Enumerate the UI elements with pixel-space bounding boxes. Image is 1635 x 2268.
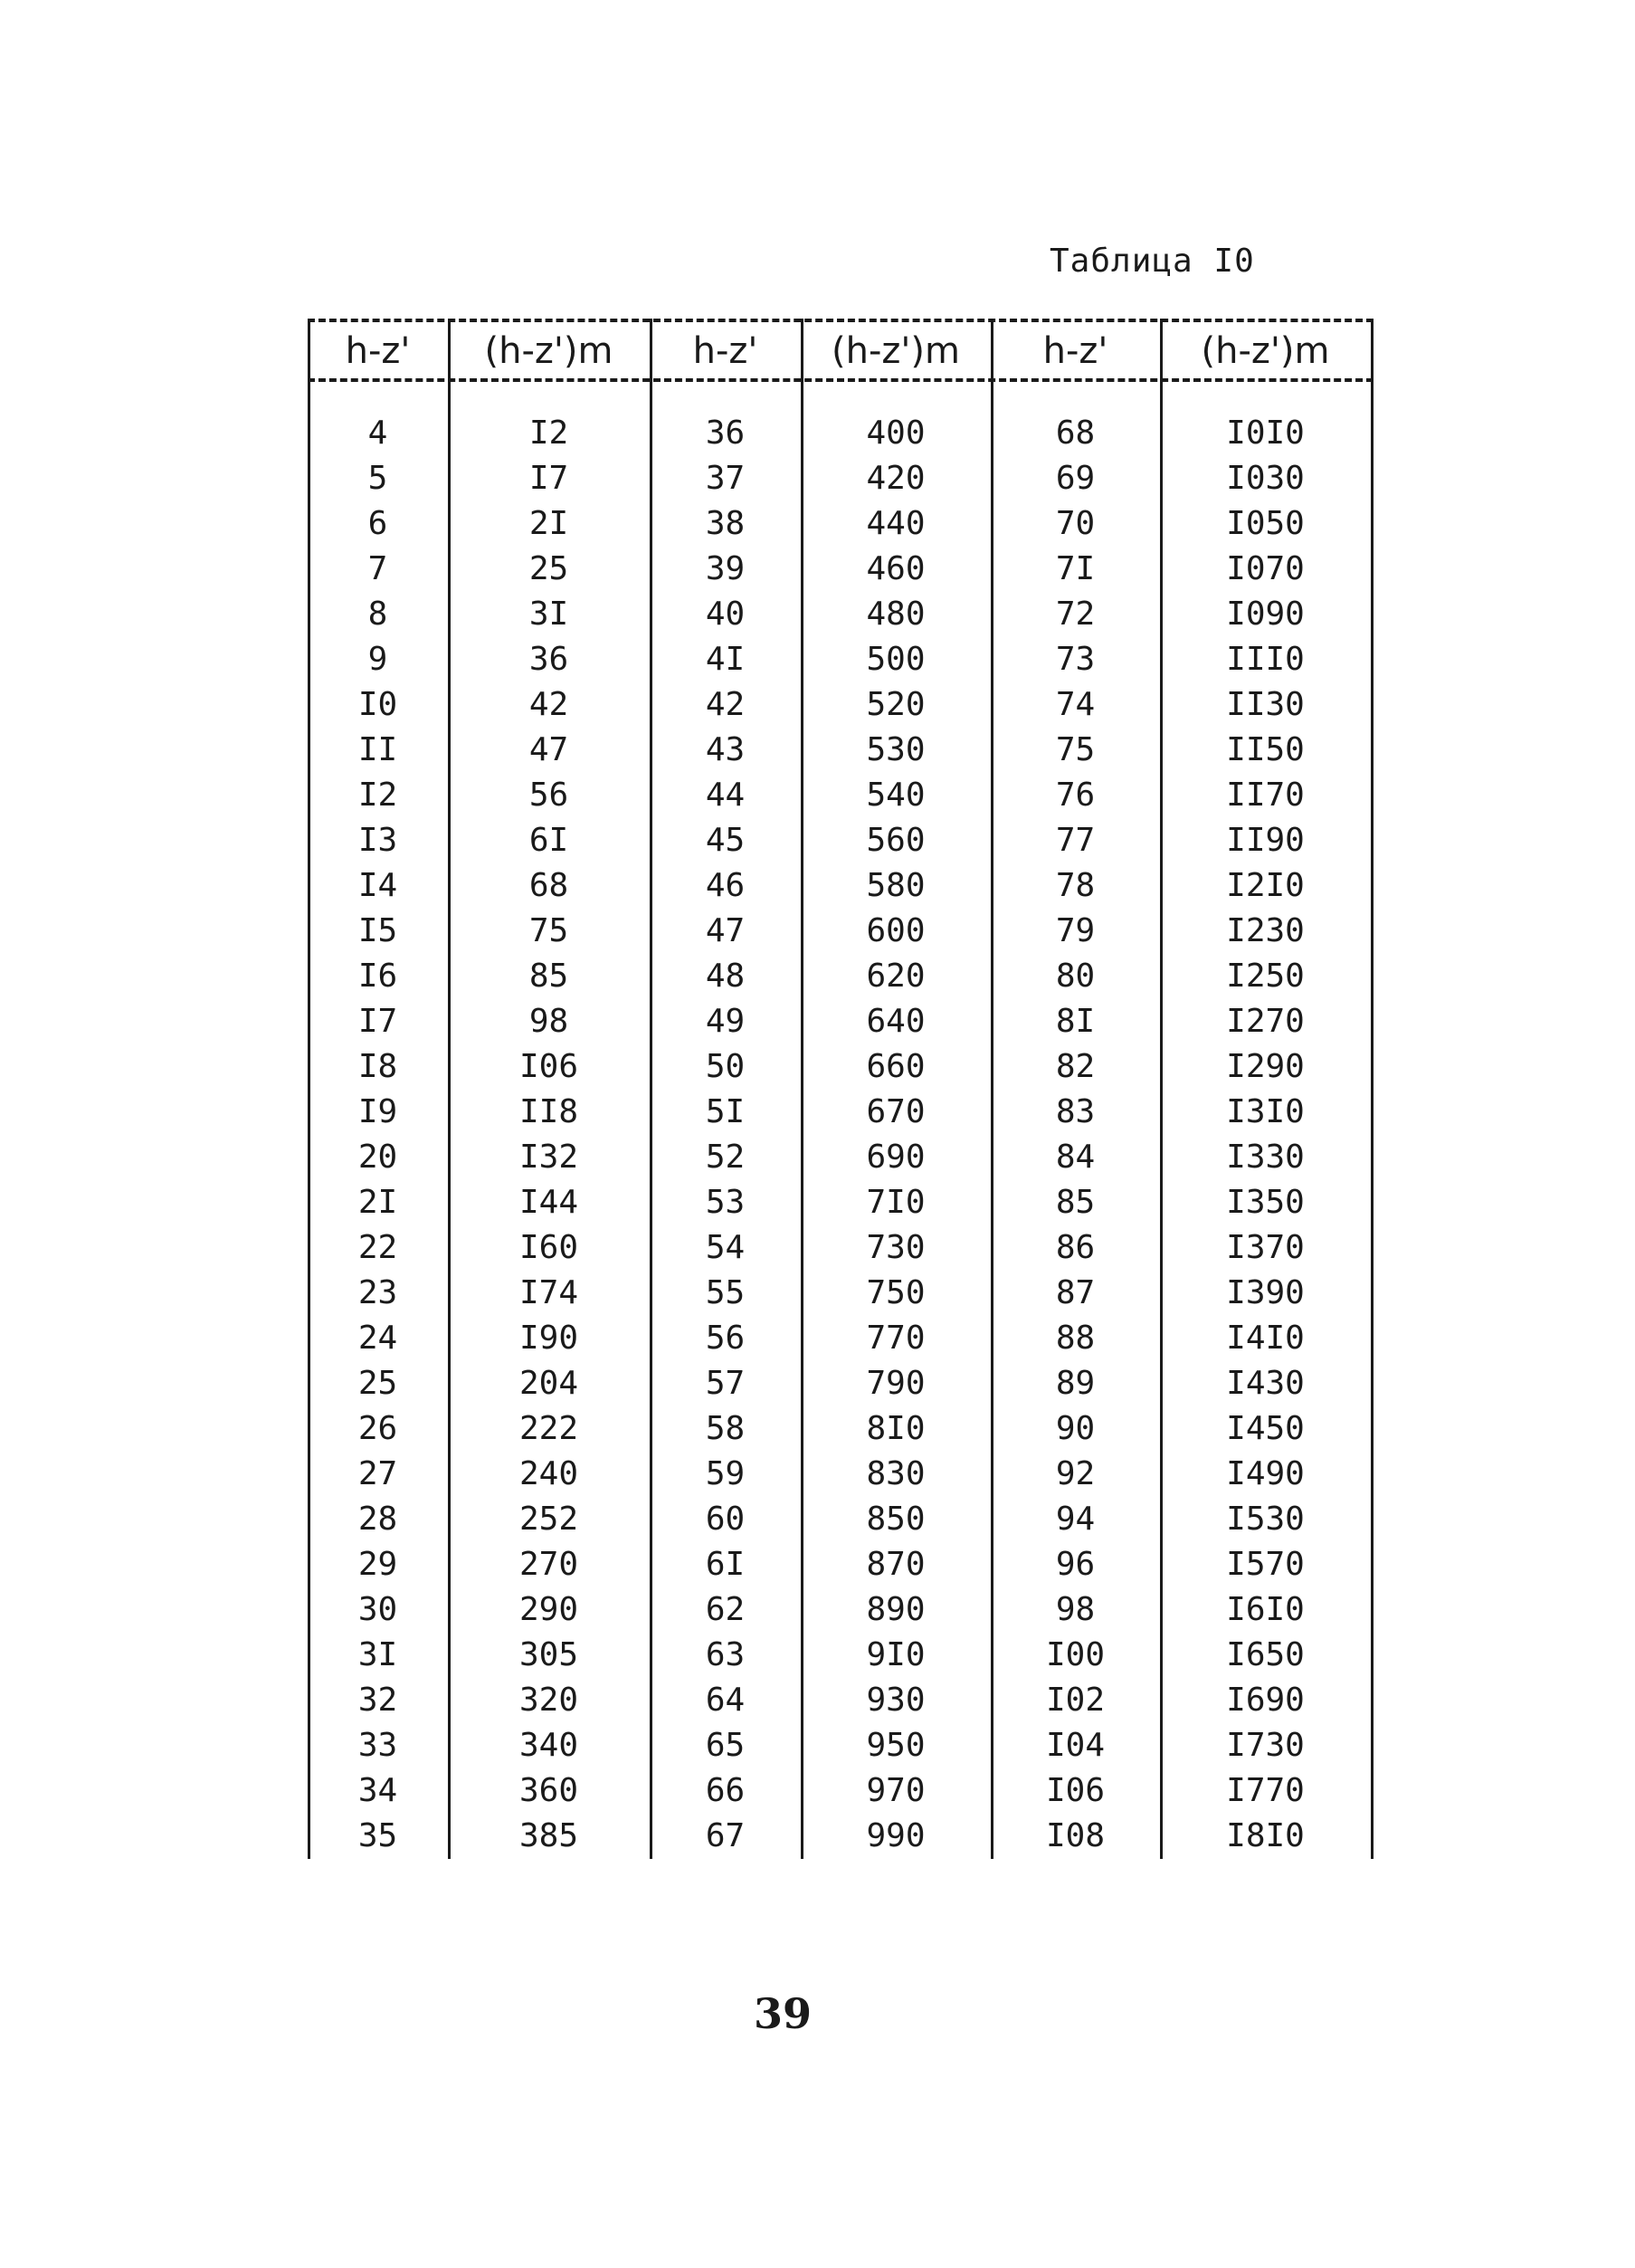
table-cell: 9 — [367, 641, 388, 678]
table-cell: 58 — [705, 1410, 746, 1447]
table-cell: 28 — [357, 1501, 398, 1538]
table-cell: 830 — [866, 1455, 926, 1492]
table-cell: I650 — [1226, 1636, 1305, 1673]
table-cell: 40 — [705, 596, 746, 633]
table-cell: I730 — [1226, 1727, 1305, 1764]
table-cell: 62 — [705, 1591, 746, 1628]
column-h-z-m-1 — [448, 411, 650, 1859]
table-cell: 48 — [705, 958, 746, 995]
table-cell: 75 — [528, 912, 569, 949]
table-cell: 600 — [866, 912, 926, 949]
table-cell: 890 — [866, 1591, 926, 1628]
table-cell: III0 — [1226, 641, 1305, 678]
table-cell: I070 — [1226, 550, 1305, 587]
table-cell: 85 — [1055, 1184, 1096, 1221]
table-cell: 88 — [1055, 1320, 1096, 1357]
table-cell: 38 — [705, 505, 746, 542]
table-cell: I050 — [1226, 505, 1305, 542]
table-cell: 87 — [1055, 1274, 1096, 1311]
table-cell: I490 — [1226, 1455, 1305, 1492]
table-cell: 440 — [866, 505, 926, 542]
table-cell: 70 — [1055, 505, 1096, 542]
table-cell: I90 — [518, 1320, 579, 1357]
table-cell: I3 — [357, 822, 398, 859]
table-cell: 56 — [705, 1320, 746, 1357]
table-cell: I0 — [357, 686, 398, 723]
table-cell: 80 — [1055, 958, 1096, 995]
table-cell: II50 — [1226, 731, 1305, 768]
header-h-z-3: h-z' — [1042, 330, 1108, 372]
table-cell: 24 — [357, 1320, 398, 1357]
table-cell: 73 — [1055, 641, 1096, 678]
table-cell: 68 — [1055, 415, 1096, 452]
table-cell: I5 — [357, 912, 398, 949]
table-cell: 950 — [866, 1727, 926, 1764]
table-cell: II — [357, 731, 398, 768]
table-cell: 252 — [518, 1501, 579, 1538]
table-cell: 990 — [866, 1817, 926, 1854]
table-cell: 59 — [705, 1455, 746, 1492]
table-cell: 30 — [357, 1591, 398, 1628]
table-cell: I00 — [1045, 1636, 1106, 1673]
table-cell: 7I0 — [866, 1184, 926, 1221]
header-h-z-m-3: (h-z')m — [1201, 330, 1330, 372]
table-cell: I3I0 — [1226, 1093, 1305, 1130]
table-cell: 77 — [1055, 822, 1096, 859]
table-cell: 850 — [866, 1501, 926, 1538]
table-cell: 5I — [705, 1093, 746, 1130]
table-cell: 23 — [357, 1274, 398, 1311]
table-cell: 67 — [705, 1817, 746, 1854]
table-cell: 420 — [866, 460, 926, 497]
table-cell: I44 — [518, 1184, 579, 1221]
table-cell: I290 — [1226, 1048, 1305, 1085]
table-cell: 6 — [367, 505, 388, 542]
table-cell: 360 — [518, 1772, 579, 1809]
table-cell: 770 — [866, 1320, 926, 1357]
table-cell: 25 — [357, 1365, 398, 1402]
table-cell: 47 — [528, 731, 569, 768]
table-cell: 8I — [1055, 1003, 1096, 1040]
column-h-z-m-3 — [1160, 411, 1371, 1859]
data-table — [308, 319, 1374, 1859]
table-cell: 690 — [866, 1139, 926, 1176]
table-cell: 7 — [367, 550, 388, 587]
header-h-z-m-1: (h-z')m — [484, 330, 613, 372]
column-h-z-2 — [650, 411, 801, 1859]
table-cell: 2I — [528, 505, 569, 542]
table-cell: 204 — [518, 1365, 579, 1402]
column-divider — [1371, 319, 1374, 1859]
table-cell: I4I0 — [1226, 1320, 1305, 1357]
table-cell: 46 — [705, 867, 746, 904]
table-cell: 4 — [367, 415, 388, 452]
table-cell: 90 — [1055, 1410, 1096, 1447]
table-cell: I9 — [357, 1093, 398, 1130]
table-cell: 66 — [705, 1772, 746, 1809]
table-cell: 520 — [866, 686, 926, 723]
table-cell: 96 — [1055, 1546, 1096, 1583]
table-cell: 42 — [705, 686, 746, 723]
table-cell: 54 — [705, 1229, 746, 1266]
table-cell: 42 — [528, 686, 569, 723]
table-cell: 9I0 — [866, 1636, 926, 1673]
table-cell: 6I — [705, 1546, 746, 1583]
table-cell: 8I0 — [866, 1410, 926, 1447]
table-cell: 32 — [357, 1682, 398, 1719]
table-cell: 22 — [357, 1229, 398, 1266]
table-cell: I8 — [357, 1048, 398, 1085]
table-cell: I430 — [1226, 1365, 1305, 1402]
table-cell: 20 — [357, 1139, 398, 1176]
table-cell: I0I0 — [1226, 415, 1305, 452]
table-cell: I06 — [1045, 1772, 1106, 1809]
table-cell: 82 — [1055, 1048, 1096, 1085]
table-cell: I32 — [518, 1139, 579, 1176]
table-cell: 36 — [705, 415, 746, 452]
column-h-z-1 — [308, 411, 448, 1859]
table-cell: 76 — [1055, 777, 1096, 814]
table-cell: 83 — [1055, 1093, 1096, 1130]
table-cell: 69 — [1055, 460, 1096, 497]
table-cell: 94 — [1055, 1501, 1096, 1538]
table-caption: Таблица I0 — [1050, 243, 1255, 280]
table-cell: 222 — [518, 1410, 579, 1447]
column-h-z-3 — [991, 411, 1160, 1859]
table-cell: II90 — [1226, 822, 1305, 859]
table-cell: 580 — [866, 867, 926, 904]
table-cell: 620 — [866, 958, 926, 995]
table-cell: 63 — [705, 1636, 746, 1673]
table-cell: I530 — [1226, 1501, 1305, 1538]
table-cell: 480 — [866, 596, 926, 633]
table-cell: 47 — [705, 912, 746, 949]
table-cell: I770 — [1226, 1772, 1305, 1809]
table-cell: I350 — [1226, 1184, 1305, 1221]
table-cell: 50 — [705, 1048, 746, 1085]
table-cell: II70 — [1226, 777, 1305, 814]
table-cell: 500 — [866, 641, 926, 678]
table-cell: 98 — [528, 1003, 569, 1040]
table-cell: 39 — [705, 550, 746, 587]
table-cell: 53 — [705, 1184, 746, 1221]
table-cell: 36 — [528, 641, 569, 678]
table-cell: I8I0 — [1226, 1817, 1305, 1854]
table-cell: 305 — [518, 1636, 579, 1673]
table-cell: II30 — [1226, 686, 1305, 723]
header-bottom-border — [308, 378, 1374, 382]
table-cell: 25 — [528, 550, 569, 587]
table-cell: I06 — [518, 1048, 579, 1085]
table-cell: I450 — [1226, 1410, 1305, 1447]
table-cell: I7 — [528, 460, 569, 497]
table-cell: I390 — [1226, 1274, 1305, 1311]
table-cell: I2I0 — [1226, 867, 1305, 904]
table-cell: I60 — [518, 1229, 579, 1266]
table-cell: 52 — [705, 1139, 746, 1176]
table-cell: 37 — [705, 460, 746, 497]
table-cell: 8 — [367, 596, 388, 633]
table-cell: 540 — [866, 777, 926, 814]
table-cell: 460 — [866, 550, 926, 587]
table-cell: 89 — [1055, 1365, 1096, 1402]
table-cell: 85 — [528, 958, 569, 995]
table-cell: 86 — [1055, 1229, 1096, 1266]
table-cell: I04 — [1045, 1727, 1106, 1764]
table-cell: I230 — [1226, 912, 1305, 949]
table-cell: 60 — [705, 1501, 746, 1538]
table-cell: 970 — [866, 1772, 926, 1809]
table-cell: 55 — [705, 1274, 746, 1311]
table-cell: 29 — [357, 1546, 398, 1583]
table-cell: 49 — [705, 1003, 746, 1040]
table-cell: 870 — [866, 1546, 926, 1583]
table-cell: 84 — [1055, 1139, 1096, 1176]
table-cell: 74 — [1055, 686, 1096, 723]
table-cell: I690 — [1226, 1682, 1305, 1719]
table-cell: I4 — [357, 867, 398, 904]
table-cell: I08 — [1045, 1817, 1106, 1854]
table-cell: 530 — [866, 731, 926, 768]
table-cell: 6I — [528, 822, 569, 859]
table-cell: 7I — [1055, 550, 1096, 587]
table-cell: 930 — [866, 1682, 926, 1719]
table-cell: I6 — [357, 958, 398, 995]
table-cell: I030 — [1226, 460, 1305, 497]
table-cell: 79 — [1055, 912, 1096, 949]
table-cell: 560 — [866, 822, 926, 859]
table-cell: 45 — [705, 822, 746, 859]
table-cell: 320 — [518, 1682, 579, 1719]
table-cell: 640 — [866, 1003, 926, 1040]
table-cell: 56 — [528, 777, 569, 814]
table-cell: 26 — [357, 1410, 398, 1447]
table-cell: I250 — [1226, 958, 1305, 995]
table-cell: 3I — [528, 596, 569, 633]
table-cell: 33 — [357, 1727, 398, 1764]
table-cell: 64 — [705, 1682, 746, 1719]
table-cell: I090 — [1226, 596, 1305, 633]
header-h-z-m-2: (h-z')m — [832, 330, 960, 372]
table-cell: 290 — [518, 1591, 579, 1628]
table-cell: 790 — [866, 1365, 926, 1402]
table-cell: I330 — [1226, 1139, 1305, 1176]
table-cell: 400 — [866, 415, 926, 452]
table-cell: 340 — [518, 1727, 579, 1764]
table-cell: 5 — [367, 460, 388, 497]
table-cell: 44 — [705, 777, 746, 814]
table-cell: 2I — [357, 1184, 398, 1221]
table-cell: 57 — [705, 1365, 746, 1402]
table-cell: 75 — [1055, 731, 1096, 768]
table-cell: 27 — [357, 1455, 398, 1492]
table-cell: I370 — [1226, 1229, 1305, 1266]
table-cell: I2 — [357, 777, 398, 814]
table-cell: 3I — [357, 1636, 398, 1673]
header-top-border — [308, 319, 1374, 322]
table-cell: I270 — [1226, 1003, 1305, 1040]
column-h-z-m-2 — [801, 411, 991, 1859]
table-cell: 92 — [1055, 1455, 1096, 1492]
table-cell: 98 — [1055, 1591, 1096, 1628]
table-cell: 670 — [866, 1093, 926, 1130]
table-cell: 43 — [705, 731, 746, 768]
table-cell: II8 — [518, 1093, 579, 1130]
table-cell: 68 — [528, 867, 569, 904]
table-cell: 660 — [866, 1048, 926, 1085]
table-cell: 72 — [1055, 596, 1096, 633]
table-cell: I02 — [1045, 1682, 1106, 1719]
table-cell: 35 — [357, 1817, 398, 1854]
table-cell: 65 — [705, 1727, 746, 1764]
table-cell: 4I — [705, 641, 746, 678]
table-cell: 730 — [866, 1229, 926, 1266]
table-cell: I6I0 — [1226, 1591, 1305, 1628]
page-number: 39 — [753, 1989, 812, 2038]
table-cell: 34 — [357, 1772, 398, 1809]
header-h-z-1: h-z' — [345, 330, 411, 372]
table-cell: 385 — [518, 1817, 579, 1854]
table-cell: I2 — [528, 415, 569, 452]
table-cell: I7 — [357, 1003, 398, 1040]
table-cell: I570 — [1226, 1546, 1305, 1583]
table-cell: 750 — [866, 1274, 926, 1311]
table-cell: 78 — [1055, 867, 1096, 904]
table-cell: 270 — [518, 1546, 579, 1583]
header-h-z-2: h-z' — [692, 330, 758, 372]
table-cell: 240 — [518, 1455, 579, 1492]
table-cell: I74 — [518, 1274, 579, 1311]
